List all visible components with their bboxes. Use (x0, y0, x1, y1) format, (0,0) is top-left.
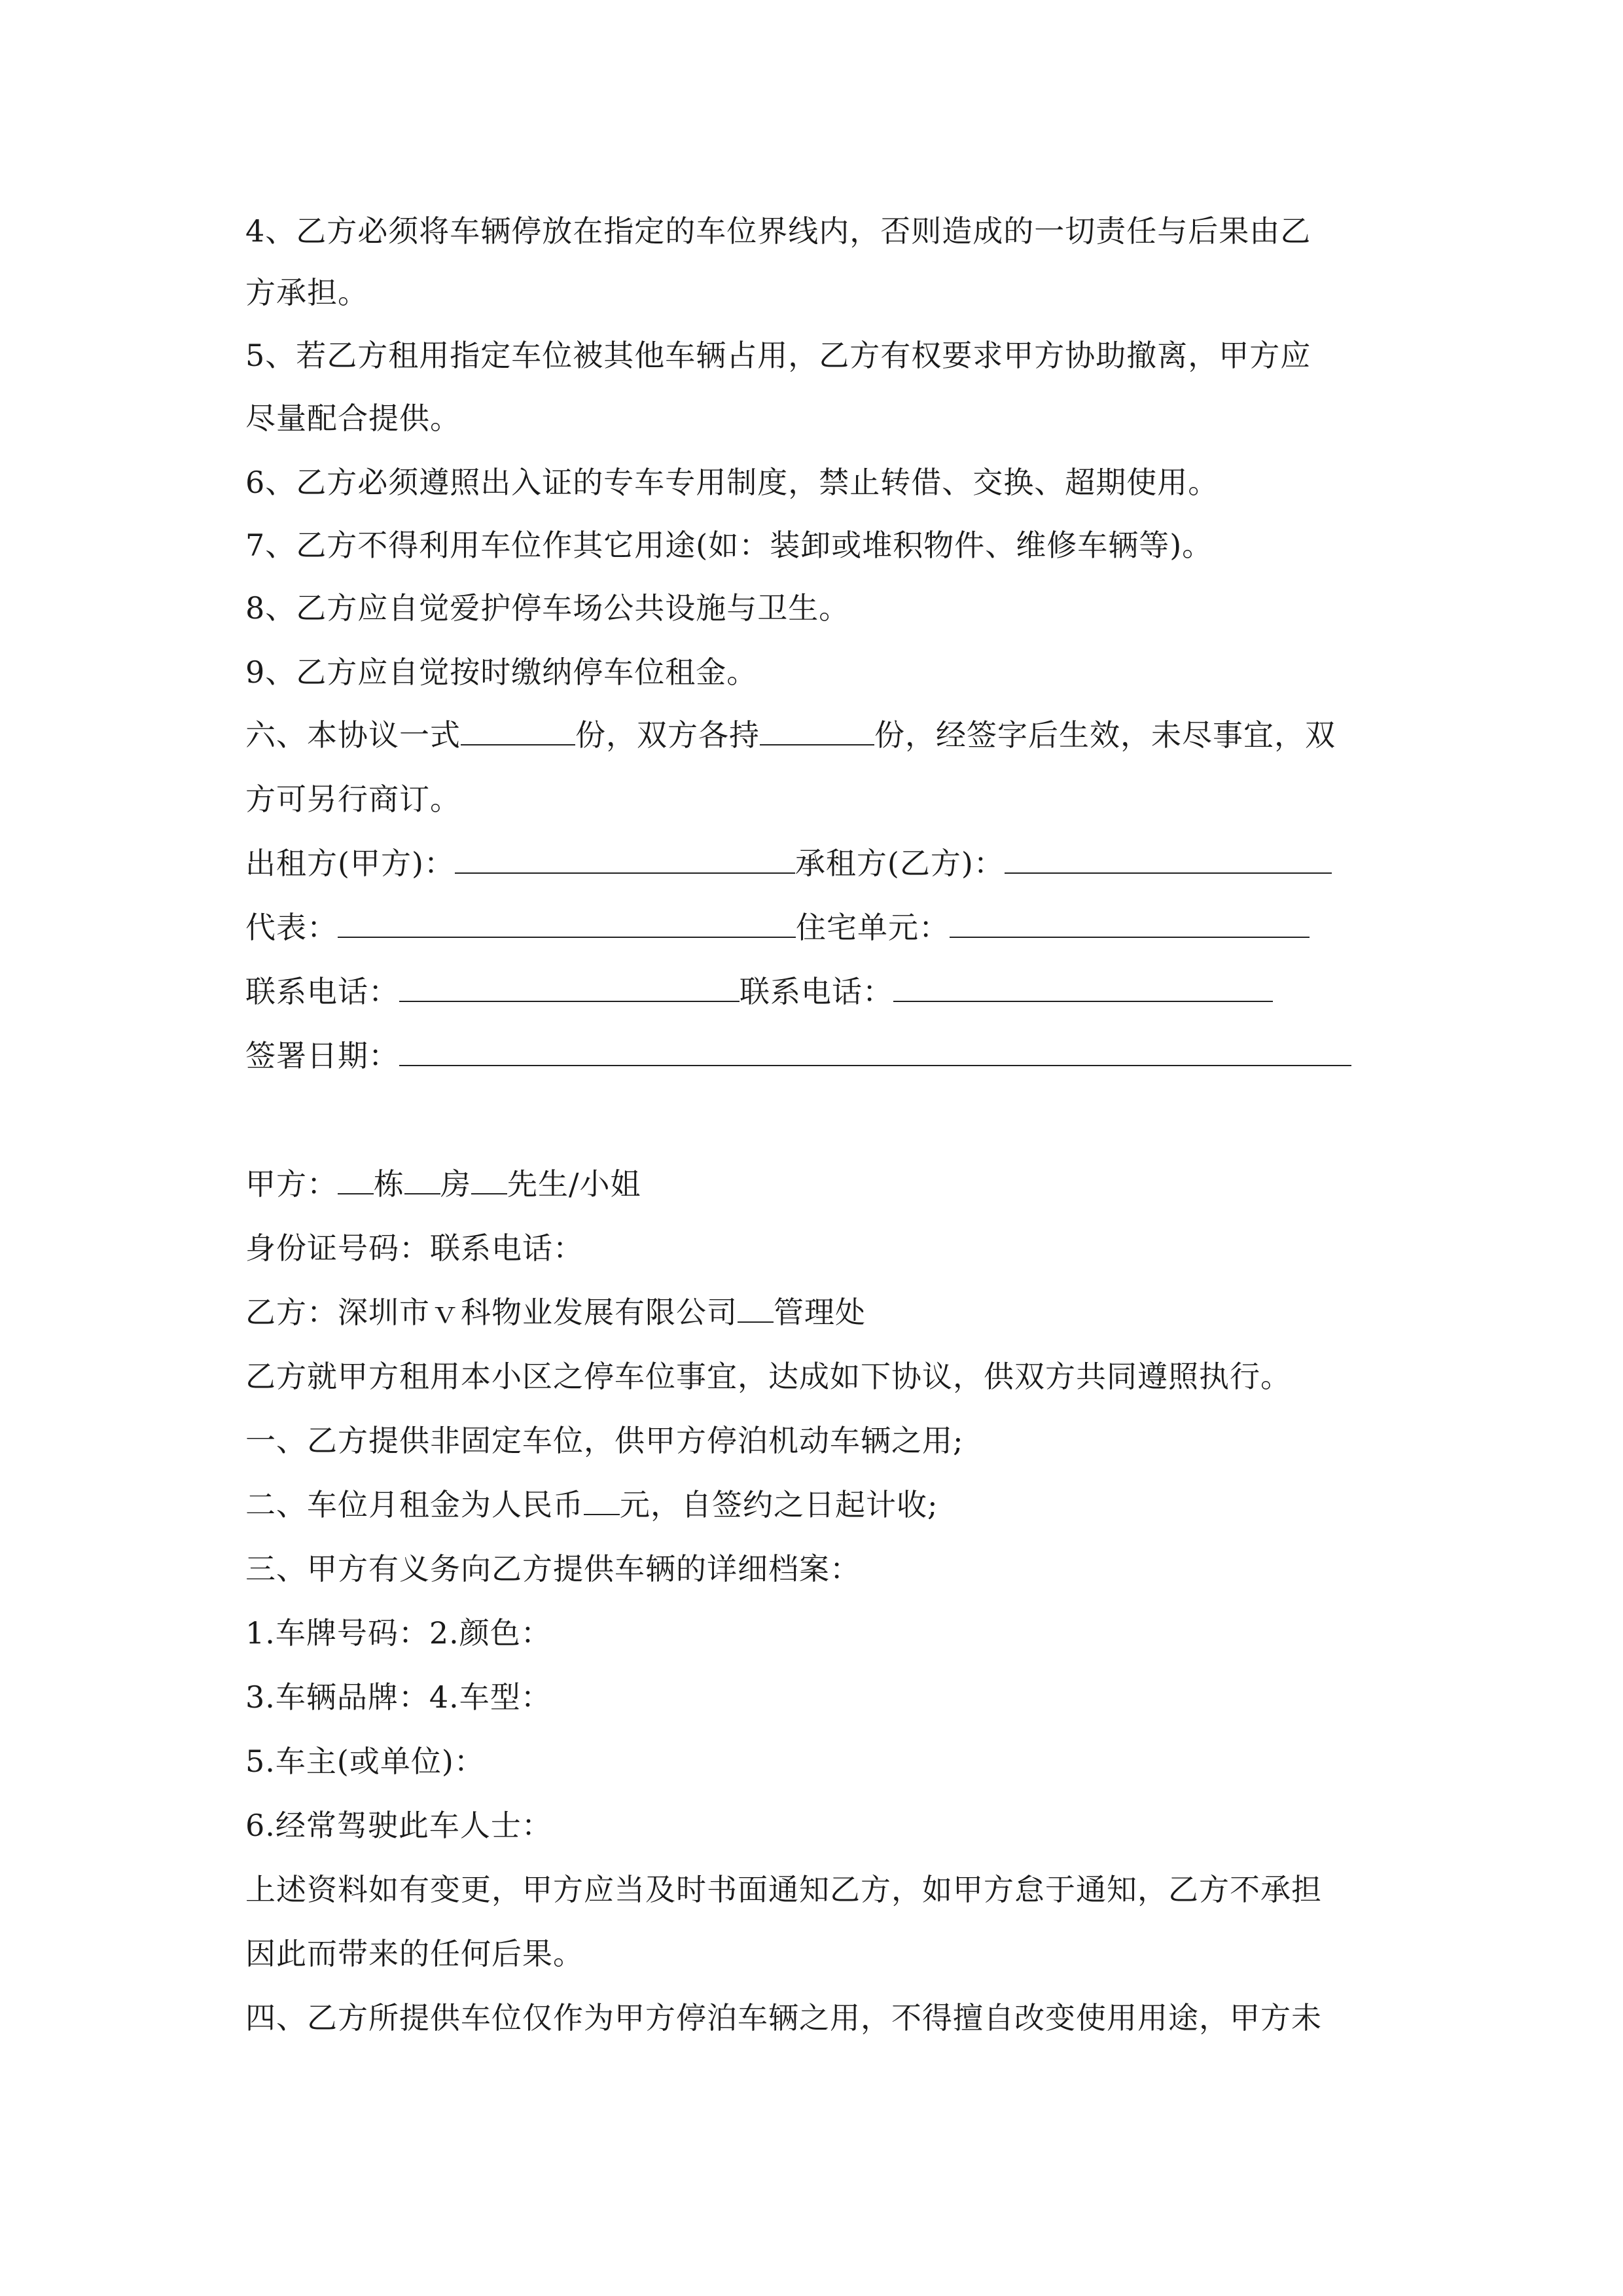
copies-text-3: 份，经签字后生效，未尽事宜，双 (874, 717, 1336, 753)
phone-blank-2[interactable] (893, 975, 1273, 1002)
party-a-prefix: 甲方： (245, 1166, 338, 1202)
party-a-line (245, 1164, 641, 1204)
clause-two-text-2: 元，自签约之日起计收; (620, 1487, 938, 1522)
copies-clause-line-1 (245, 715, 1336, 755)
party-b-name: 乙方：深圳市ｖ科物业发展有限公司 (245, 1295, 738, 1330)
clause-one: 一、乙方提供非固定车位，供甲方停泊机动车辆之用; (245, 1423, 964, 1458)
party-b-blank[interactable] (738, 1295, 774, 1323)
notice-line-2: 因此而带来的任何后果。 (245, 1936, 584, 1971)
clause-8: 8、乙方应自觉爱护停车场公共设施与卫生。 (245, 590, 850, 626)
clause-two-text-1: 二、车位月租金为人民币 (245, 1487, 584, 1522)
copies-each-blank[interactable] (760, 718, 874, 745)
notice-line-1: 上述资料如有变更，甲方应当及时书面通知乙方，如甲方怠于通知，乙方不承担 (245, 1872, 1322, 1907)
building-label: 栋 (374, 1166, 404, 1202)
clause-5-line-2: 尽量配合提供。 (245, 401, 461, 436)
phone-blank-1[interactable] (399, 975, 740, 1002)
clause-6: 6、乙方必须遵照出入证的专车专用制度，禁止转借、交换、超期使用。 (245, 465, 1219, 500)
clause-two (245, 1485, 938, 1524)
lessor-blank[interactable] (455, 846, 795, 874)
date-blank[interactable] (399, 1039, 1351, 1066)
signature-row-date (245, 1036, 1351, 1075)
party-a-suffix: 先生/小姐 (507, 1166, 641, 1202)
item-brand-model: 3.车辆品牌：4.车型： (245, 1679, 552, 1715)
lessee-blank[interactable] (1005, 846, 1332, 874)
lessor-label: 出租方(甲方)： (245, 846, 455, 881)
rep-label: 代表： (245, 910, 338, 945)
phone-label-1: 联系电话： (245, 974, 399, 1009)
date-label: 签署日期： (245, 1038, 399, 1073)
copies-clause-line-2: 方可另行商订。 (245, 781, 461, 817)
party-b-suffix: 管理处 (774, 1295, 866, 1330)
clause-four: 四、乙方所提供车位仅作为甲方停泊车辆之用，不得擅自改变使用用途，甲方未 (245, 2000, 1322, 2036)
name-blank[interactable] (471, 1167, 507, 1194)
signature-row-parties (245, 844, 1332, 883)
item-plate-color: 1.车牌号码：2.颜色： (245, 1615, 552, 1651)
room-label: 房 (440, 1166, 471, 1202)
clause-4-line-2: 方承担。 (245, 275, 368, 310)
rep-blank[interactable] (338, 910, 796, 938)
lessee-label: 承租方(乙方)： (794, 846, 1005, 881)
unit-blank[interactable] (950, 910, 1310, 938)
id-phone-line: 身份证号码：联系电话： (245, 1230, 584, 1266)
signature-row-rep (245, 908, 1310, 947)
signature-row-phone (245, 972, 1273, 1011)
item-owner: 5.车主(或单位)： (245, 1744, 485, 1779)
intro-line: 乙方就甲方租用本小区之停车位事宜，达成如下协议，供双方共同遵照执行。 (245, 1359, 1291, 1394)
unit-label: 住宅单元： (796, 910, 950, 945)
phone-label-2: 联系电话： (740, 974, 893, 1009)
copies-text-2: 份，双方各持 (575, 717, 760, 753)
clause-9: 9、乙方应自觉按时缴纳停车位租金。 (245, 655, 758, 690)
clause-7: 7、乙方不得利用车位作其它用途(如：装卸或堆积物件、维修车辆等)。 (245, 528, 1213, 563)
rent-amount-blank[interactable] (584, 1488, 620, 1515)
clause-4-line-1: 4、乙方必须将车辆停放在指定的车位界线内，否则造成的一切责任与后果由乙 (245, 213, 1311, 249)
party-b-line (245, 1293, 866, 1332)
copies-text-1: 六、本协议一式 (245, 717, 461, 753)
room-blank[interactable] (404, 1167, 440, 1194)
item-driver: 6.经常驾驶此车人士： (245, 1808, 552, 1843)
copies-total-blank[interactable] (461, 718, 575, 745)
building-blank[interactable] (338, 1167, 374, 1194)
clause-5-line-1: 5、若乙方租用指定车位被其他车辆占用，乙方有权要求甲方协助撤离，甲方应 (245, 338, 1311, 373)
clause-three: 三、甲方有义务向乙方提供车辆的详细档案： (245, 1551, 861, 1587)
